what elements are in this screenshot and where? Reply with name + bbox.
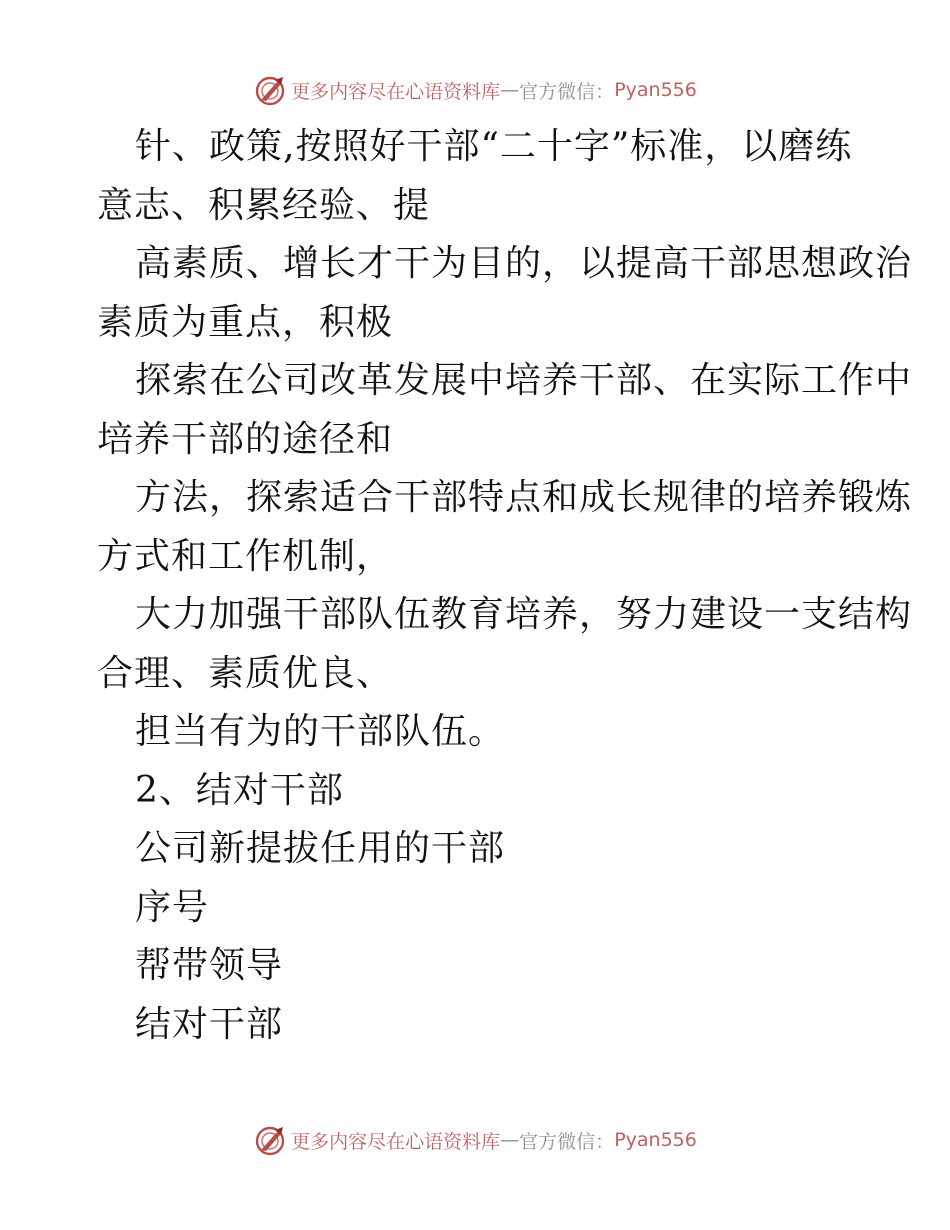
watermark-wechat-label: 官方微信： [519, 1130, 615, 1153]
section-heading: 2、结对干部 [135, 769, 344, 811]
watermark-dash: — [500, 1129, 520, 1151]
body-line: 探索在公司改革发展中培养干部、在实际工作中 [135, 360, 913, 401]
table-header-mentor: 帮带领导 [135, 945, 284, 986]
watermark-wechat-id: Pyan556 [614, 79, 697, 101]
body-line: 培养干部的途径和 [97, 418, 394, 460]
watermark-wechat-label: 官方微信： [519, 80, 615, 103]
body-line: 意志、积累经验、提 [97, 184, 431, 226]
body-line: 公司新提拔任用的干部 [135, 828, 506, 869]
watermark-text: 更多内容尽在心语资料库 [291, 80, 501, 103]
header-watermark [0, 70, 950, 110]
body-line: 针、政策,按照好干部“二十字”标准，以磨练 [135, 126, 853, 167]
body-line: 方法，探索适合干部特点和成长规律的培养锻炼 [135, 477, 913, 518]
pen-logo-icon [253, 1123, 287, 1157]
watermark-text: 更多内容尽在心语资料库 [291, 1130, 501, 1153]
pen-logo-icon [253, 73, 287, 107]
watermark-wechat-id: Pyan556 [614, 1129, 697, 1151]
table-header-serial: 序号 [135, 886, 210, 928]
footer-watermark [0, 1120, 950, 1160]
table-header-paired-cadre: 结对干部 [135, 1003, 284, 1045]
document-body [97, 118, 913, 1054]
body-line: 素质为重点，积极 [97, 301, 394, 343]
watermark-dash: — [500, 79, 520, 101]
body-line: 大力加强干部队伍教育培养，努力建设一支结构 [135, 594, 913, 635]
body-line: 合理、素质优良、 [97, 652, 394, 694]
body-line: 高素质、增长才干为目的，以提高干部思想政治 [135, 243, 913, 284]
body-line: 担当有为的干部队伍。 [135, 711, 506, 752]
body-line: 方式和工作机制， [97, 535, 394, 577]
